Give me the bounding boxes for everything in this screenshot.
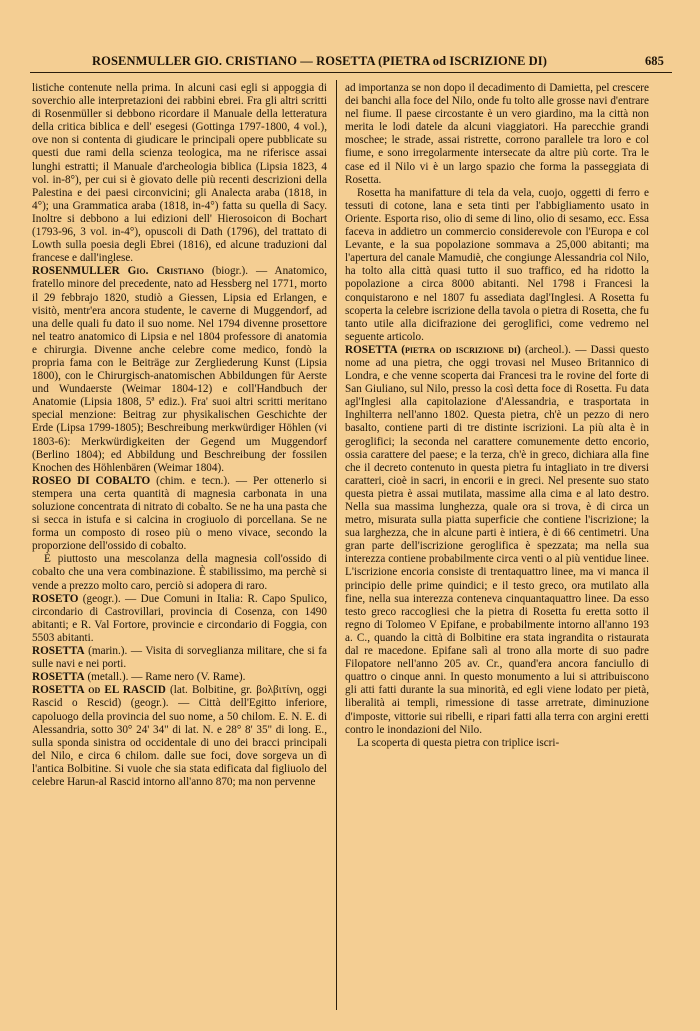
entry-heading: ROSETTA (pietra od iscrizione di) bbox=[345, 343, 521, 356]
entry-heading: ROSENMULLER Gio. Cristiano bbox=[32, 265, 205, 278]
paragraph: È piuttosto una mescolanza della magnesia coll'ossido di cobalto che una vera combinazione. È stabilissimo, ma perchè si vende a prezzo molto caro, perciò si adopera di raro. bbox=[32, 553, 327, 592]
entry-text: (archeol.). — Dassi questo nome ad una pietra, che oggi trovasi nel Museo Britannico di Londra, e che venne scoperta dai Francesi tra le rovine del forte di San Giuliano, sul Nilo, presso la così detta foce di Rosetta. Fu data agl'Inglesi alla capitolazione d'Alessandria, e trasportata in Inghilterra nell'anno 1802. Questa pietra, ch'è un pezzo di nero basalto, contiene parti di tre distinte iscrizioni. La più alta è in geroglifici; la seconda nel carattere comunemente detto encorio, ossia carattere del paese; e la terza, ch'è in greco, dichiara alla fine che il decreto contenuto in questa pietra fu intagliato in tre diversi caratteri, cioè in sacri, in encorii e in greci. Nel presente suo stato questa pietra è assai mutilata, massime alla cima e al lato destro. Nella sua massima lunghezza, quale ora si trova, è di circa un metro, misurata sulla piatta superficie che contiene l'iscrizione; la sua larghezza, che in alcune parti è intiera, è di 66 centimetri. Una gran parte dell'iscrizione geroglifica è spezzata; ma nella sua interezza contiene probabilmente circa venti o al più ventidue linee. L'iscrizione encoria consiste di trentaquattro linee, ma vi manca il principio delle prime quindici; e il testo greco, ora mutilato alla fine, nella sua interezza conteneva cinquantaquattro linee. Da esso testo greco raccogliesi che la pietra di Rosetta fu eretta sotto il regno di Tolomeo V Epifane, e probabilmente intorno all'anno 193 a. C., quando la città di Bolbitine era stata ingrandita o ristaurata dal re macedone. Epifane salì al trono alla morte di suo padre Filopatore nell'anno 205 av. Cr., quand'era ancora fanciullo di quattro o cinque anni. In questo monumento a lui si attribuiscono gli atti fatti durante la sua minorità, ed egli viene lodato per pietà, liberalità ai templi, rimessione di tasse arretrate, diminuzione d'imposte, vittorie sui ribelli, e ripari fatti alla terra con argini eretti contro le inondazioni del Nilo. bbox=[345, 343, 649, 736]
page-number: 685 bbox=[644, 54, 664, 68]
right-column bbox=[345, 82, 649, 750]
entry-text: (chim. e tecn.). — Per ottenerlo si stempera una certa quantità di magnesia carbonata in una soluzione concentrata di nitrato di cobalto. Se ne ha una pasta che si secca in istufa e si calcina in crogiuolo di porcellana. Se ne forma un composto di roseo più o meno vivace, secondo la proporzione dell'ossido di cobalto. bbox=[32, 474, 327, 553]
page-header bbox=[30, 51, 672, 73]
entry-heading: ROSEO DI COBALTO bbox=[32, 474, 151, 487]
entry-heading: ROSETTA od EL RASCID bbox=[32, 684, 166, 697]
entry-text: (biogr.). — Anatomico, fratello minore del precedente, nato ad Hessberg nel 1771, morto il 29 febbrajo 1820, studiò a Giessen, Lipsia ed Erlangen, e visitò, mentr'era ancora studente, le caverne di Muggendorf, ad una delle quali fu dato il suo nome. Nel 1794 divenne prosettore nel teatro anatomico di Lipsia e nel 1804 professore di anatomia e chirurgia. Divenne anche celebre come medico, fondò la propria fama con le Beiträge zur Zergliederung Kunst (Lipsia 1800), con le Chirurgisch-anatomischen Abbildungen für Aerste und Wundaerste (Weimar 1804-12) e coll'Handbuch der Anatomie (Lipsia 1808, 5ª ediz.). Fra' suoi altri scritti meritano special menzione: Beitrag zur physikalischen Geschichte der Erde (Lipsa 1799-1805); Beschreibung merkwürdiger Höhlen (vi 1803-6): Merkwürdigkeiten der Gegend um Muggendorf (Berlino 1804); ed Abbildung und Beschreibung der fossilen Knochen des Höhlenbären (Weimar 1804). bbox=[32, 265, 327, 474]
entry-heading: ROSETTA bbox=[32, 671, 85, 684]
entry-text: (lat. Bolbitine, gr. βολβιτίνη, oggi Rascid o Rescid) (geogr.). — Città dell'Egitto inferiore, capoluogo della provincia del suo nome, a 50 chilom. E. N. E. di Alessandria, sotto 30° 24' 34" di lat. N. e 28° 8' 35" di long. E., sulla sponda sinistra od occidentale di uno dei bracci principali del Nilo, e circa 6 chilom. dalle sue foci, dove sorgeva un dì l'antica Bolbitine. Si vuole che sia stata edificata dal figliuolo del celebre Harun-al Rascid intorno all'anno 870; ma non pervenne bbox=[32, 684, 327, 788]
header-rule bbox=[30, 72, 672, 73]
entry-heading: ROSETTA bbox=[32, 645, 85, 658]
entry-text: (metall.). — Rame nero (V. Rame). bbox=[87, 671, 246, 684]
entry-text: (geogr.). — Due Comuni in Italia: R. Capo Spulico, circondario di Castrovillari, provincia di Cosenza, con 1490 abitanti; e R. Val Fortore, provincie e circondario di Foggia, con 5503 abitanti. bbox=[32, 592, 328, 644]
paragraph: listiche contenute nella prima. In alcuni casi egli si appoggia di soverchio alle interpretazioni dei rabbini ebrei. Fra gli altri scritti di Rosenmüller si debbono ricordare il Manuale della letteratura della critica biblica e dell' esegesi (Gottinga 1797-1800, 4 vol.), ove non si contenta di giudicare le principali opere pubblicate su questi due rami della scienza teologica, ma ne riferisce assai lunghi estratti; il Manuale d'archeologia biblica (Lipsia 1823, 4 vol. in-8°), per cui si è giovato delle più recenti descrizioni della Palestina e dei paesi circonvicini; gli Analecta araba (1818, in 4°); una Grammatica araba (1818, in-4°) fatta su quella di Sacy. Inoltre si debbono a lui edizioni dell' Hierosoicon di Bochart (1793-96, 3 vol. in-4°), opuscoli di Dath (1796), del trattato di Lowth sulla poesia degli Ebrei (1816), ed alcune traduzioni dal francese e dall'inglese. bbox=[32, 82, 327, 265]
running-title: ROSENMULLER GIO. CRISTIANO — ROSETTA (PIETRA od ISCRIZIONE DI) bbox=[92, 54, 548, 68]
paragraph: ad importanza se non dopo il decadimento di Damietta, pel crescere dei banchi alla foce del Nilo, onde fu tolto alle grosse navi d'entrare nel fiume. Il paese circostante è un vero giardino, ma la città non merita le lodi datele da alcuni viaggiatori. Ha parecchie grandi moschee; le strade, assai ristrette, corrono parallele tra loro e col fiume, e sono irregolarmente intersecate da altre più corte. Tra le case ed il Nilo vi è un largo spazio che forma la passeggiata di Rosetta. bbox=[345, 82, 649, 186]
column-divider bbox=[336, 80, 337, 1010]
paragraph: La scoperta di questa pietra con triplice iscri- bbox=[357, 736, 560, 749]
left-column bbox=[32, 82, 327, 789]
paragraph: Rosetta ha manifatture di tela da vela, cuojo, oggetti di ferro e tessuti di cotone, lana e seta tinti per l'abbigliamento usato in Oriente. Esporta riso, olio di seme di lino, olio di sesamo, ecc. Essa faceva in addietro un commercio considerevole con l'Europa e col Levante, e la sua popolazione sommava a 25,000 abitanti; ma l'apertura del canale Mamudiè, che congiunge Alessandria col Nilo, ha tolto alla città quasi tutto il suo traffico, ed ha ridotto la popolazione a circa 8000 abitanti. Nel 1798 i Francesi la conquistarono e nel 1807 fu assediata dagl'Inglesi. A Rosetta fu scoperta la celebre iscrizione della tavola o pietra di Rosetta, che fu tanto utile alla dicifrazione dei geroglifici, come vedremo nel seguente articolo. bbox=[345, 186, 649, 343]
entry-text: (marin.). — Visita di sorveglianza militare, che si fa sulle navi e nei porti. bbox=[32, 645, 328, 671]
entry-heading: ROSETO bbox=[32, 592, 79, 605]
